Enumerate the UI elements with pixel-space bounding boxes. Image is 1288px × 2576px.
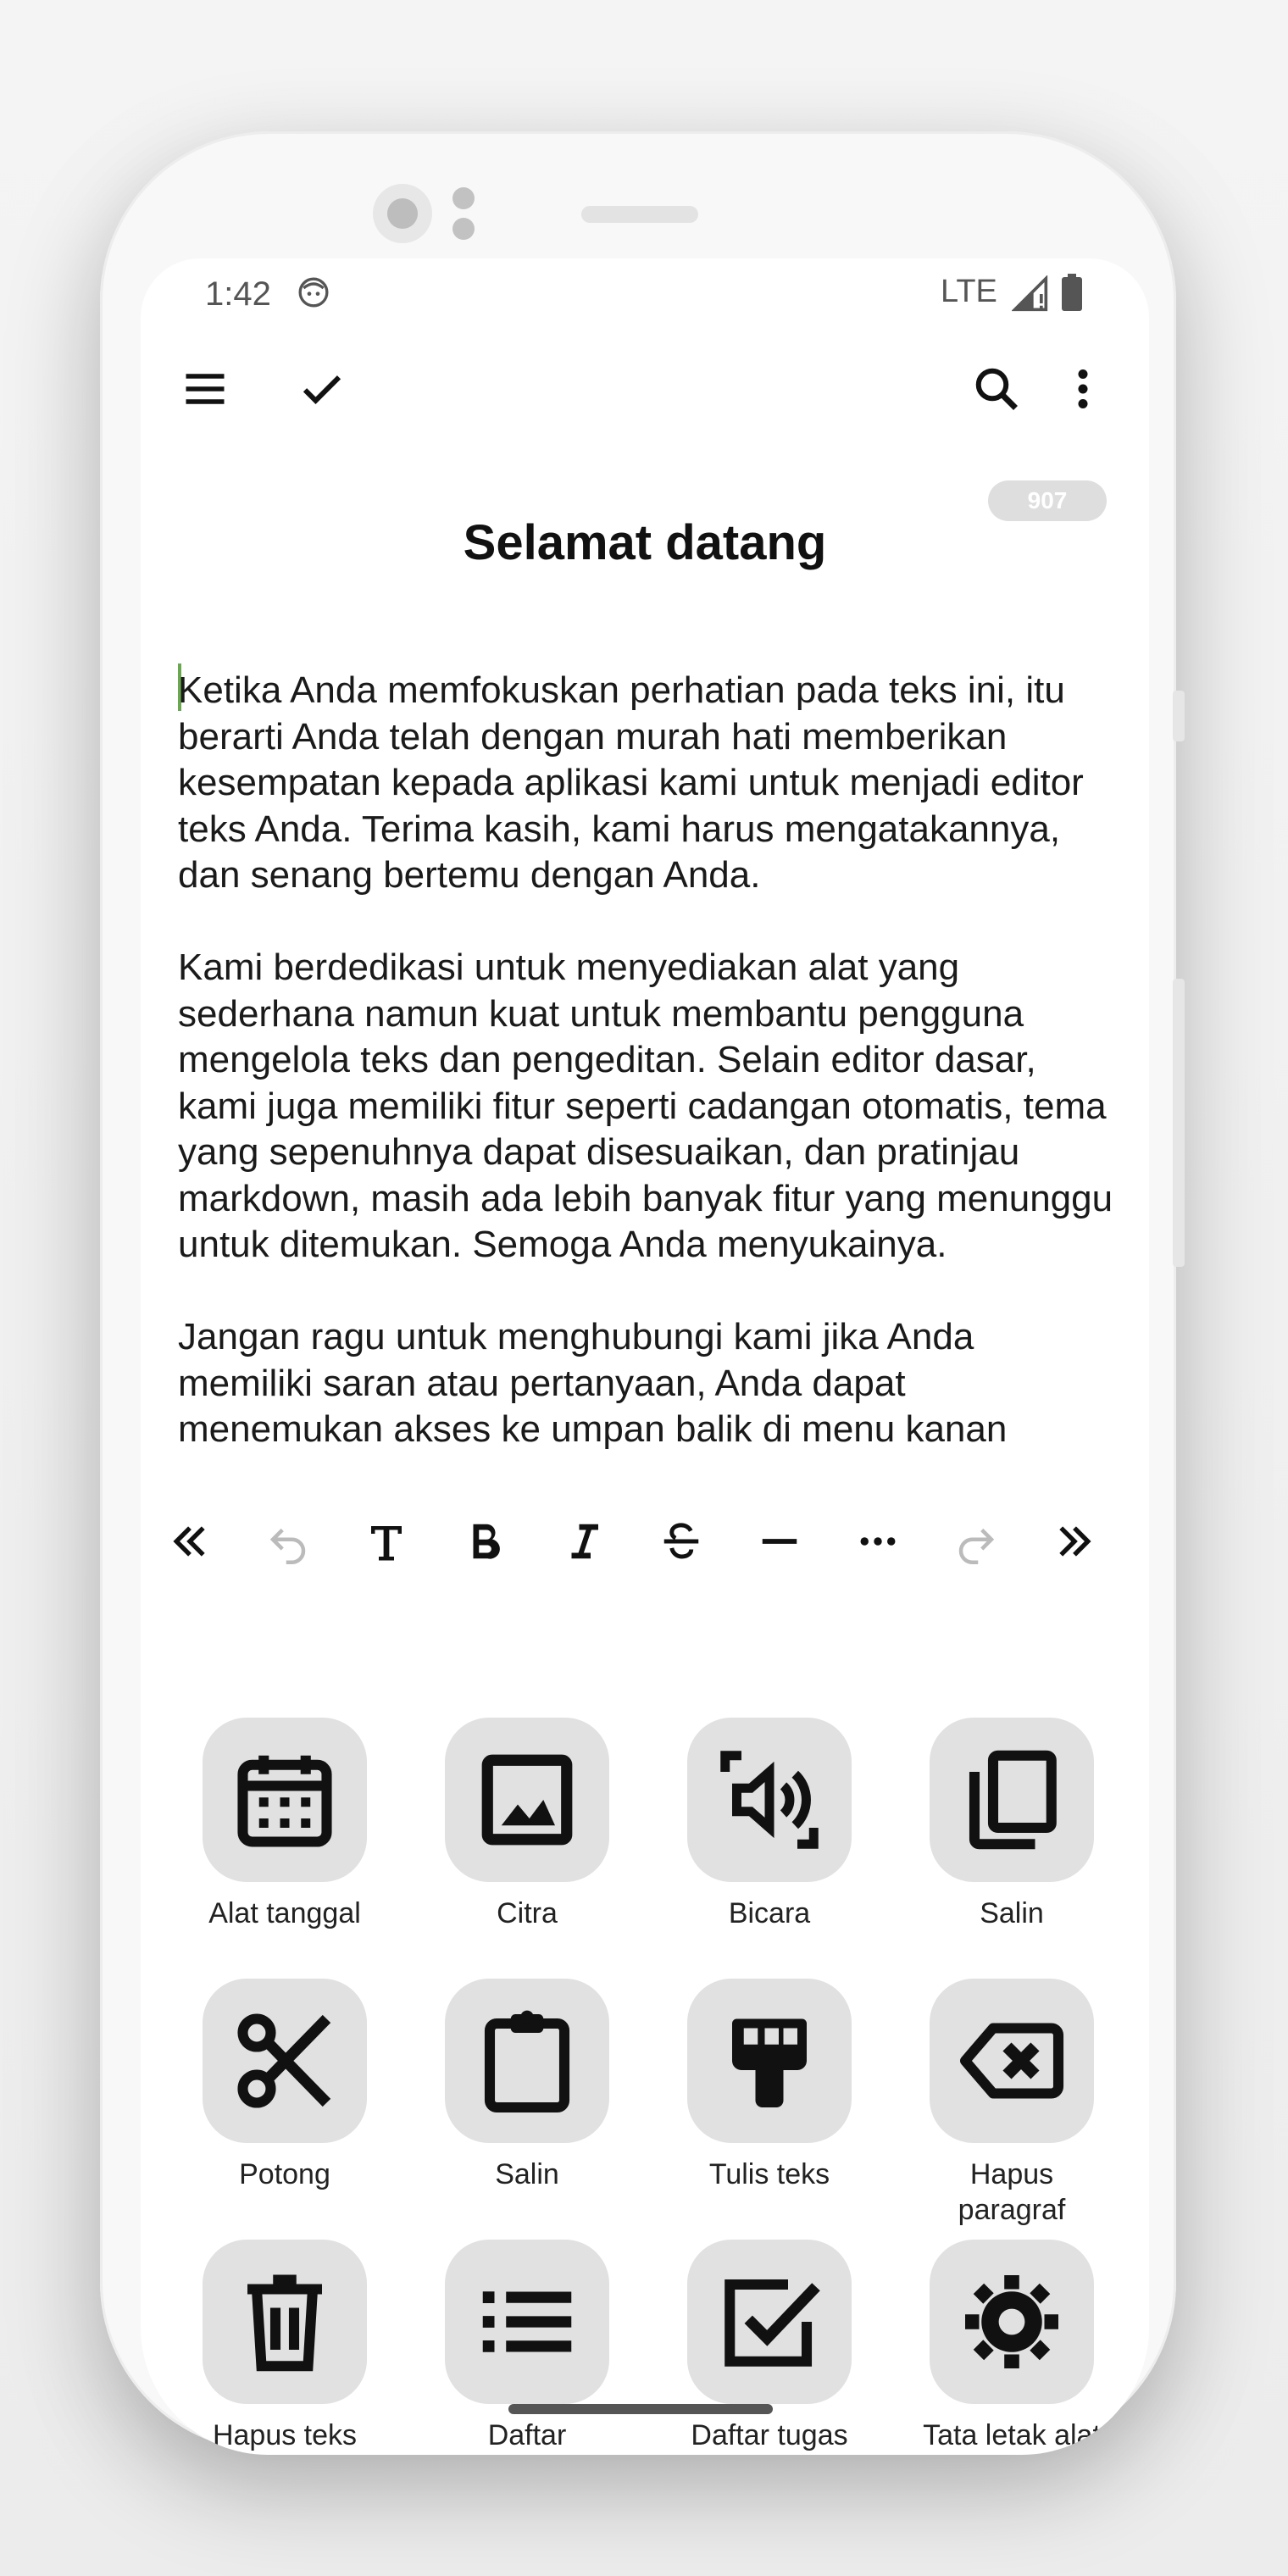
tool-delete-text[interactable] bbox=[183, 2240, 386, 2453]
strikethrough-icon bbox=[658, 1518, 704, 1564]
tool-layout-settings[interactable] bbox=[910, 2240, 1113, 2453]
sensor bbox=[452, 187, 476, 242]
checkbox-icon bbox=[713, 2266, 825, 2378]
tool-label: Salin bbox=[980, 1897, 1044, 1929]
tool-label: Daftar tugas bbox=[691, 2419, 848, 2451]
front-camera bbox=[373, 184, 432, 243]
tool-paste[interactable] bbox=[425, 1979, 629, 2192]
copy-icon bbox=[956, 1744, 1068, 1856]
more-horiz-icon bbox=[855, 1518, 901, 1564]
side-button bbox=[1173, 691, 1185, 741]
format-toolbar bbox=[141, 1496, 1149, 1589]
trash-icon bbox=[229, 2266, 341, 2378]
paragraph: Jangan ragu untuk menghubungi kami jika Anda memiliki saran atau pertanyaan, Anda dapat menemukan akses ke umpan balik di menu kanan bbox=[178, 1316, 1008, 1450]
menu-icon bbox=[180, 364, 230, 414]
undo-button[interactable] bbox=[256, 1509, 320, 1574]
speak-icon bbox=[713, 1744, 825, 1856]
collapse-left-button[interactable] bbox=[158, 1509, 222, 1574]
image-icon bbox=[471, 1744, 583, 1856]
tool-list[interactable] bbox=[425, 2240, 629, 2453]
earpiece-speaker bbox=[581, 206, 698, 223]
status-time: 1:42 bbox=[205, 275, 271, 313]
signal-icon bbox=[1012, 275, 1049, 313]
expand-right-icon bbox=[1052, 1518, 1097, 1564]
text-style-button[interactable] bbox=[354, 1509, 419, 1574]
divider-line-button[interactable] bbox=[747, 1509, 812, 1574]
menu-button[interactable] bbox=[175, 358, 236, 419]
strikethrough-button[interactable] bbox=[649, 1509, 713, 1574]
tool-write-text[interactable] bbox=[668, 1979, 871, 2192]
calendar-icon bbox=[229, 1744, 341, 1856]
more-options-button[interactable] bbox=[1052, 358, 1113, 419]
char-count-badge: 907 bbox=[988, 480, 1107, 521]
tool-delete-paragraph[interactable] bbox=[910, 1979, 1113, 2228]
paragraph bbox=[178, 663, 1119, 899]
document-title[interactable]: Selamat datang bbox=[463, 515, 827, 570]
text-style-icon bbox=[364, 1518, 409, 1564]
paragraph-text: Ketika Anda memfokuskan perhatian pada teks ini, itu berarti Anda telah dengan murah hati memberikan kesempatan kepada aplikasi kami untuk menjadi editor teks Anda. Terima kasih, kami harus mengatakannya, dan senang bertemu dengan Anda. bbox=[178, 669, 1084, 896]
tool-label: Alat tanggal bbox=[208, 1897, 361, 1929]
tool-label: Tata letak alat bbox=[923, 2419, 1101, 2451]
more-format-button[interactable] bbox=[846, 1509, 910, 1574]
italic-button[interactable] bbox=[551, 1509, 615, 1574]
scissors-icon bbox=[229, 2005, 341, 2117]
bold-button[interactable] bbox=[452, 1509, 517, 1574]
list-icon bbox=[471, 2266, 583, 2378]
paragraph: Kami berdedikasi untuk menyediakan alat yang sederhana namun kuat untuk membantu pengguna mengelola teks dan pengeditan. Selain editor dasar, kami juga memiliki fitur seperti cadangan otomatis, tema yang sepenuhnya dapat disesuaikan, dan pratinjau markdown, masih ada lebih banyak fitur yang menunggu untuk ditemukan. Semoga Anda menyukainya. bbox=[178, 947, 1113, 1265]
italic-icon bbox=[560, 1518, 606, 1564]
network-type: LTE bbox=[941, 274, 997, 309]
tool-label: Potong bbox=[239, 2158, 330, 2190]
expand-right-button[interactable] bbox=[1042, 1509, 1107, 1574]
format-paint-icon bbox=[713, 2005, 825, 2117]
app-bar bbox=[141, 343, 1149, 436]
tool-copy[interactable] bbox=[910, 1718, 1113, 1931]
tool-label: Bicara bbox=[728, 1897, 811, 1929]
tool-label: Daftar bbox=[487, 2419, 567, 2451]
side-button bbox=[1173, 979, 1185, 1267]
done-button[interactable] bbox=[291, 358, 353, 419]
battery-icon bbox=[1061, 274, 1083, 311]
notification-face-icon bbox=[297, 275, 330, 309]
status-bar bbox=[141, 258, 1149, 333]
check-icon bbox=[297, 364, 347, 414]
tool-task-list[interactable] bbox=[668, 2240, 871, 2453]
tool-date[interactable] bbox=[183, 1718, 386, 1931]
redo-button[interactable] bbox=[944, 1509, 1008, 1574]
more-vert-icon bbox=[1058, 364, 1108, 414]
clipboard-icon bbox=[471, 2005, 583, 2117]
tool-label: Tulis teks bbox=[708, 2158, 830, 2190]
divider-line-icon bbox=[757, 1518, 802, 1564]
search-button[interactable] bbox=[966, 358, 1027, 419]
text-editor[interactable] bbox=[178, 663, 1119, 1496]
backspace-icon bbox=[956, 2005, 1068, 2117]
home-indicator[interactable] bbox=[508, 2404, 773, 2414]
tool-label: Salin bbox=[495, 2158, 559, 2190]
undo-icon bbox=[265, 1518, 311, 1564]
bold-icon bbox=[462, 1518, 508, 1564]
tool-label: Hapus paragraf bbox=[958, 2158, 1066, 2226]
search-icon bbox=[971, 364, 1022, 414]
tool-cut[interactable] bbox=[183, 1979, 386, 2192]
gear-icon bbox=[956, 2266, 1068, 2378]
screen bbox=[141, 258, 1149, 2455]
collapse-left-icon bbox=[167, 1518, 213, 1564]
tool-speak[interactable] bbox=[668, 1718, 871, 1931]
tool-label: Citra bbox=[497, 1897, 558, 1929]
phone-frame bbox=[100, 131, 1176, 2451]
tool-label: Hapus teks bbox=[212, 2419, 358, 2451]
redo-icon bbox=[953, 1518, 999, 1564]
tool-image[interactable] bbox=[425, 1718, 629, 1931]
